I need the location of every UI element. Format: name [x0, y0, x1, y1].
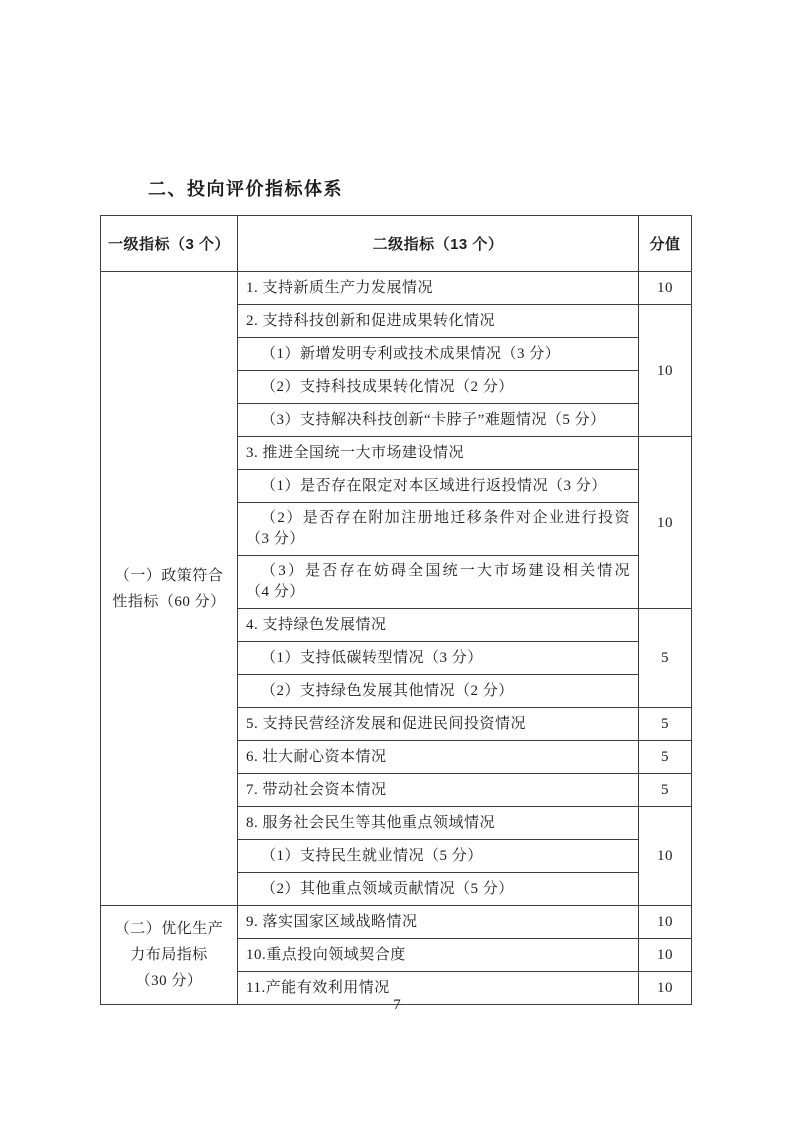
level2-indicator-cell: 6. 壮大耐心资本情况 — [238, 741, 639, 774]
level2-indicator-cell: 11.产能有效利用情况 — [238, 972, 639, 1005]
level1-indicator-cell — [101, 906, 238, 1005]
level2-indicator-cell: （1）支持低碳转型情况（3 分） — [238, 642, 639, 675]
level1-indicator-line: （一）政策符合 — [114, 567, 224, 584]
indicator-table-body — [101, 272, 692, 1005]
level2-indicator-cell: （3）支持解决科技创新“卡脖子”难题情况（5 分） — [238, 404, 639, 437]
score-cell: 5 — [639, 708, 692, 741]
level2-indicator-cell: （1）新增发明专利或技术成果情况（3 分） — [238, 338, 639, 371]
level2-indicator-cell: 2. 支持科技创新和促进成果转化情况 — [238, 305, 639, 338]
score-cell: 10 — [639, 305, 692, 437]
level2-indicator-cell: 7. 带动社会资本情况 — [238, 774, 639, 807]
level2-indicator-cell: 8. 服务社会民生等其他重点领域情况 — [238, 807, 639, 840]
level2-indicator-cell: （2）支持科技成果转化情况（2 分） — [238, 371, 639, 404]
level1-indicator-line: （30 分） — [135, 973, 203, 989]
level2-indicator-cell: 4. 支持绿色发展情况 — [238, 609, 639, 642]
level2-indicator-line: （3 分） — [246, 531, 305, 547]
score-cell: 5 — [639, 741, 692, 774]
page-number: 7 — [393, 997, 401, 1013]
score-cell: 10 — [639, 272, 692, 305]
score-cell: 10 — [639, 972, 692, 1005]
level2-indicator-cell: （2）其他重点领域贡献情况（5 分） — [238, 873, 639, 906]
table-row — [101, 906, 692, 939]
level2-indicator-cell: 3. 推进全国统一大市场建设情况 — [238, 437, 639, 470]
header-score: 分值 — [639, 216, 692, 272]
level2-indicator-cell: 1. 支持新质生产力发展情况 — [238, 272, 639, 305]
table-header-row — [101, 216, 692, 272]
level1-indicator-line: （二）优化生产 — [114, 921, 224, 937]
level2-indicator-cell: 9. 落实国家区域战略情况 — [238, 906, 639, 939]
level2-indicator-line: （4 分） — [246, 584, 305, 600]
score-cell: 5 — [639, 609, 692, 708]
level2-indicator-cell: （1）是否存在限定对本区域进行返投情况（3 分） — [238, 470, 639, 503]
level2-indicator-cell — [238, 503, 639, 556]
indicator-table — [100, 215, 692, 1005]
score-cell: 5 — [639, 774, 692, 807]
score-cell: 10 — [639, 939, 692, 972]
level2-indicator-cell: （1）支持民生就业情况（5 分） — [238, 840, 639, 873]
level2-indicator-cell: 10.重点投向领域契合度 — [238, 939, 639, 972]
header-level1-indicator: 一级指标（3 个） — [101, 216, 238, 272]
score-cell: 10 — [639, 807, 692, 906]
level2-indicator-cell — [238, 556, 639, 609]
level2-indicator-line: （3）是否存在妨碍全国统一大市场建设相关情况 — [261, 563, 630, 579]
level2-indicator-cell: （2）支持绿色发展其他情况（2 分） — [238, 675, 639, 708]
score-cell: 10 — [639, 906, 692, 939]
header-level2-indicator: 二级指标（13 个） — [238, 216, 639, 272]
level2-indicator-cell: 5. 支持民营经济发展和促进民间投资情况 — [238, 708, 639, 741]
level1-indicator-cell — [101, 272, 238, 906]
level1-indicator-line: 力布局指标 — [130, 947, 208, 963]
score-cell: 10 — [639, 437, 692, 609]
level2-indicator-line: （2）是否存在附加注册地迁移条件对企业进行投资 — [261, 510, 630, 526]
level1-indicator-line: 性指标（60 分） — [112, 593, 226, 610]
table-row — [101, 272, 692, 305]
section-title: 二、投向评价指标体系 — [148, 179, 343, 199]
